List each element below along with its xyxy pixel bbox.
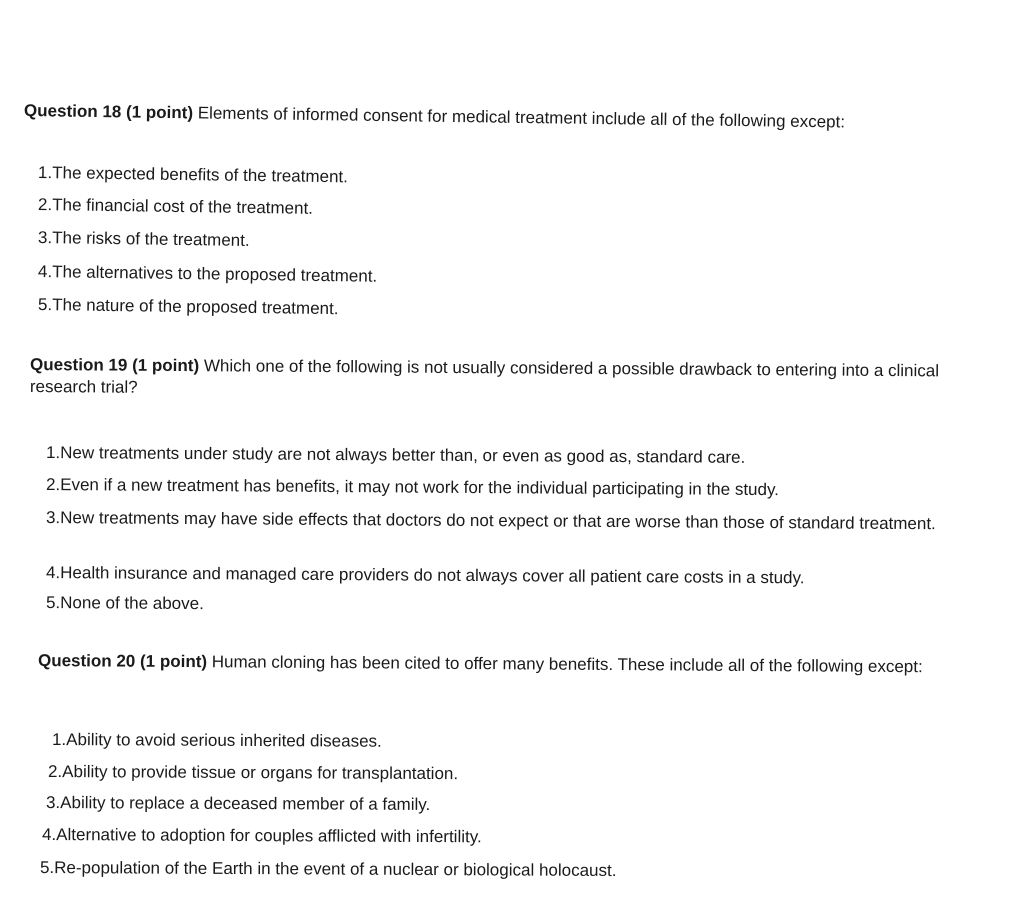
question-18-option-5: 5.The nature of the proposed treatment.: [37, 295, 339, 319]
question-18-option-2: 2.The financial cost of the treatment.: [37, 195, 314, 218]
question-18-option-1: 1.The expected benefits of the treatment.: [37, 163, 349, 187]
question-19-option-1: 1.New treatments under study are not always better than, or even as good as, standard care.: [45, 443, 746, 467]
question-19-option-4: 4.Health insurance and managed care providers do not always cover all patient care costs in a study.: [45, 563, 805, 588]
question-20-option-5: 5.Re-population of the Earth in the event of a nuclear or biological holocaust.: [39, 858, 617, 881]
question-19-option-2: 2.Even if a new treatment has benefits, it may not work for the individual participating in the study.: [45, 475, 780, 500]
question-18-stem: [24, 100, 845, 133]
question-19-stem: [30, 354, 1005, 405]
question-18-heading: Question 18 (1 point): [23, 101, 194, 123]
question-20-option-1: 1.Ability to avoid serious inherited diseases.: [51, 730, 382, 751]
question-20-stem: [38, 650, 973, 679]
question-20-text: Human cloning has been cited to offer many benefits. These include all of the following except:: [211, 652, 923, 677]
question-20-option-2: 2.Ability to provide tissue or organs for transplantation.: [47, 762, 459, 784]
question-19-text: Which one of the following is not usually considered a possible drawback to entering into a clinical research trial?: [29, 356, 940, 397]
question-19-option-3: 3.New treatments may have side effects that doctors do not expect or that are worse than those of standard treatment.: [45, 508, 936, 534]
question-18-option-4: 4.The alternatives to the proposed treatment.: [37, 262, 378, 286]
question-20-option-3: 3.Ability to replace a deceased member of a family.: [45, 793, 431, 815]
question-19-heading: Question 19 (1 point): [30, 355, 200, 376]
question-19-option-5: 5.None of the above.: [45, 593, 204, 614]
question-18-option-3: 3.The risks of the treatment.: [37, 228, 250, 250]
question-18-text: Elements of informed consent for medical treatment include all of the following except:: [197, 103, 846, 132]
question-20-option-4: 4.Alternative to adoption for couples afflicted with infertility.: [41, 825, 482, 847]
question-20-heading: Question 20 (1 point): [37, 651, 208, 672]
